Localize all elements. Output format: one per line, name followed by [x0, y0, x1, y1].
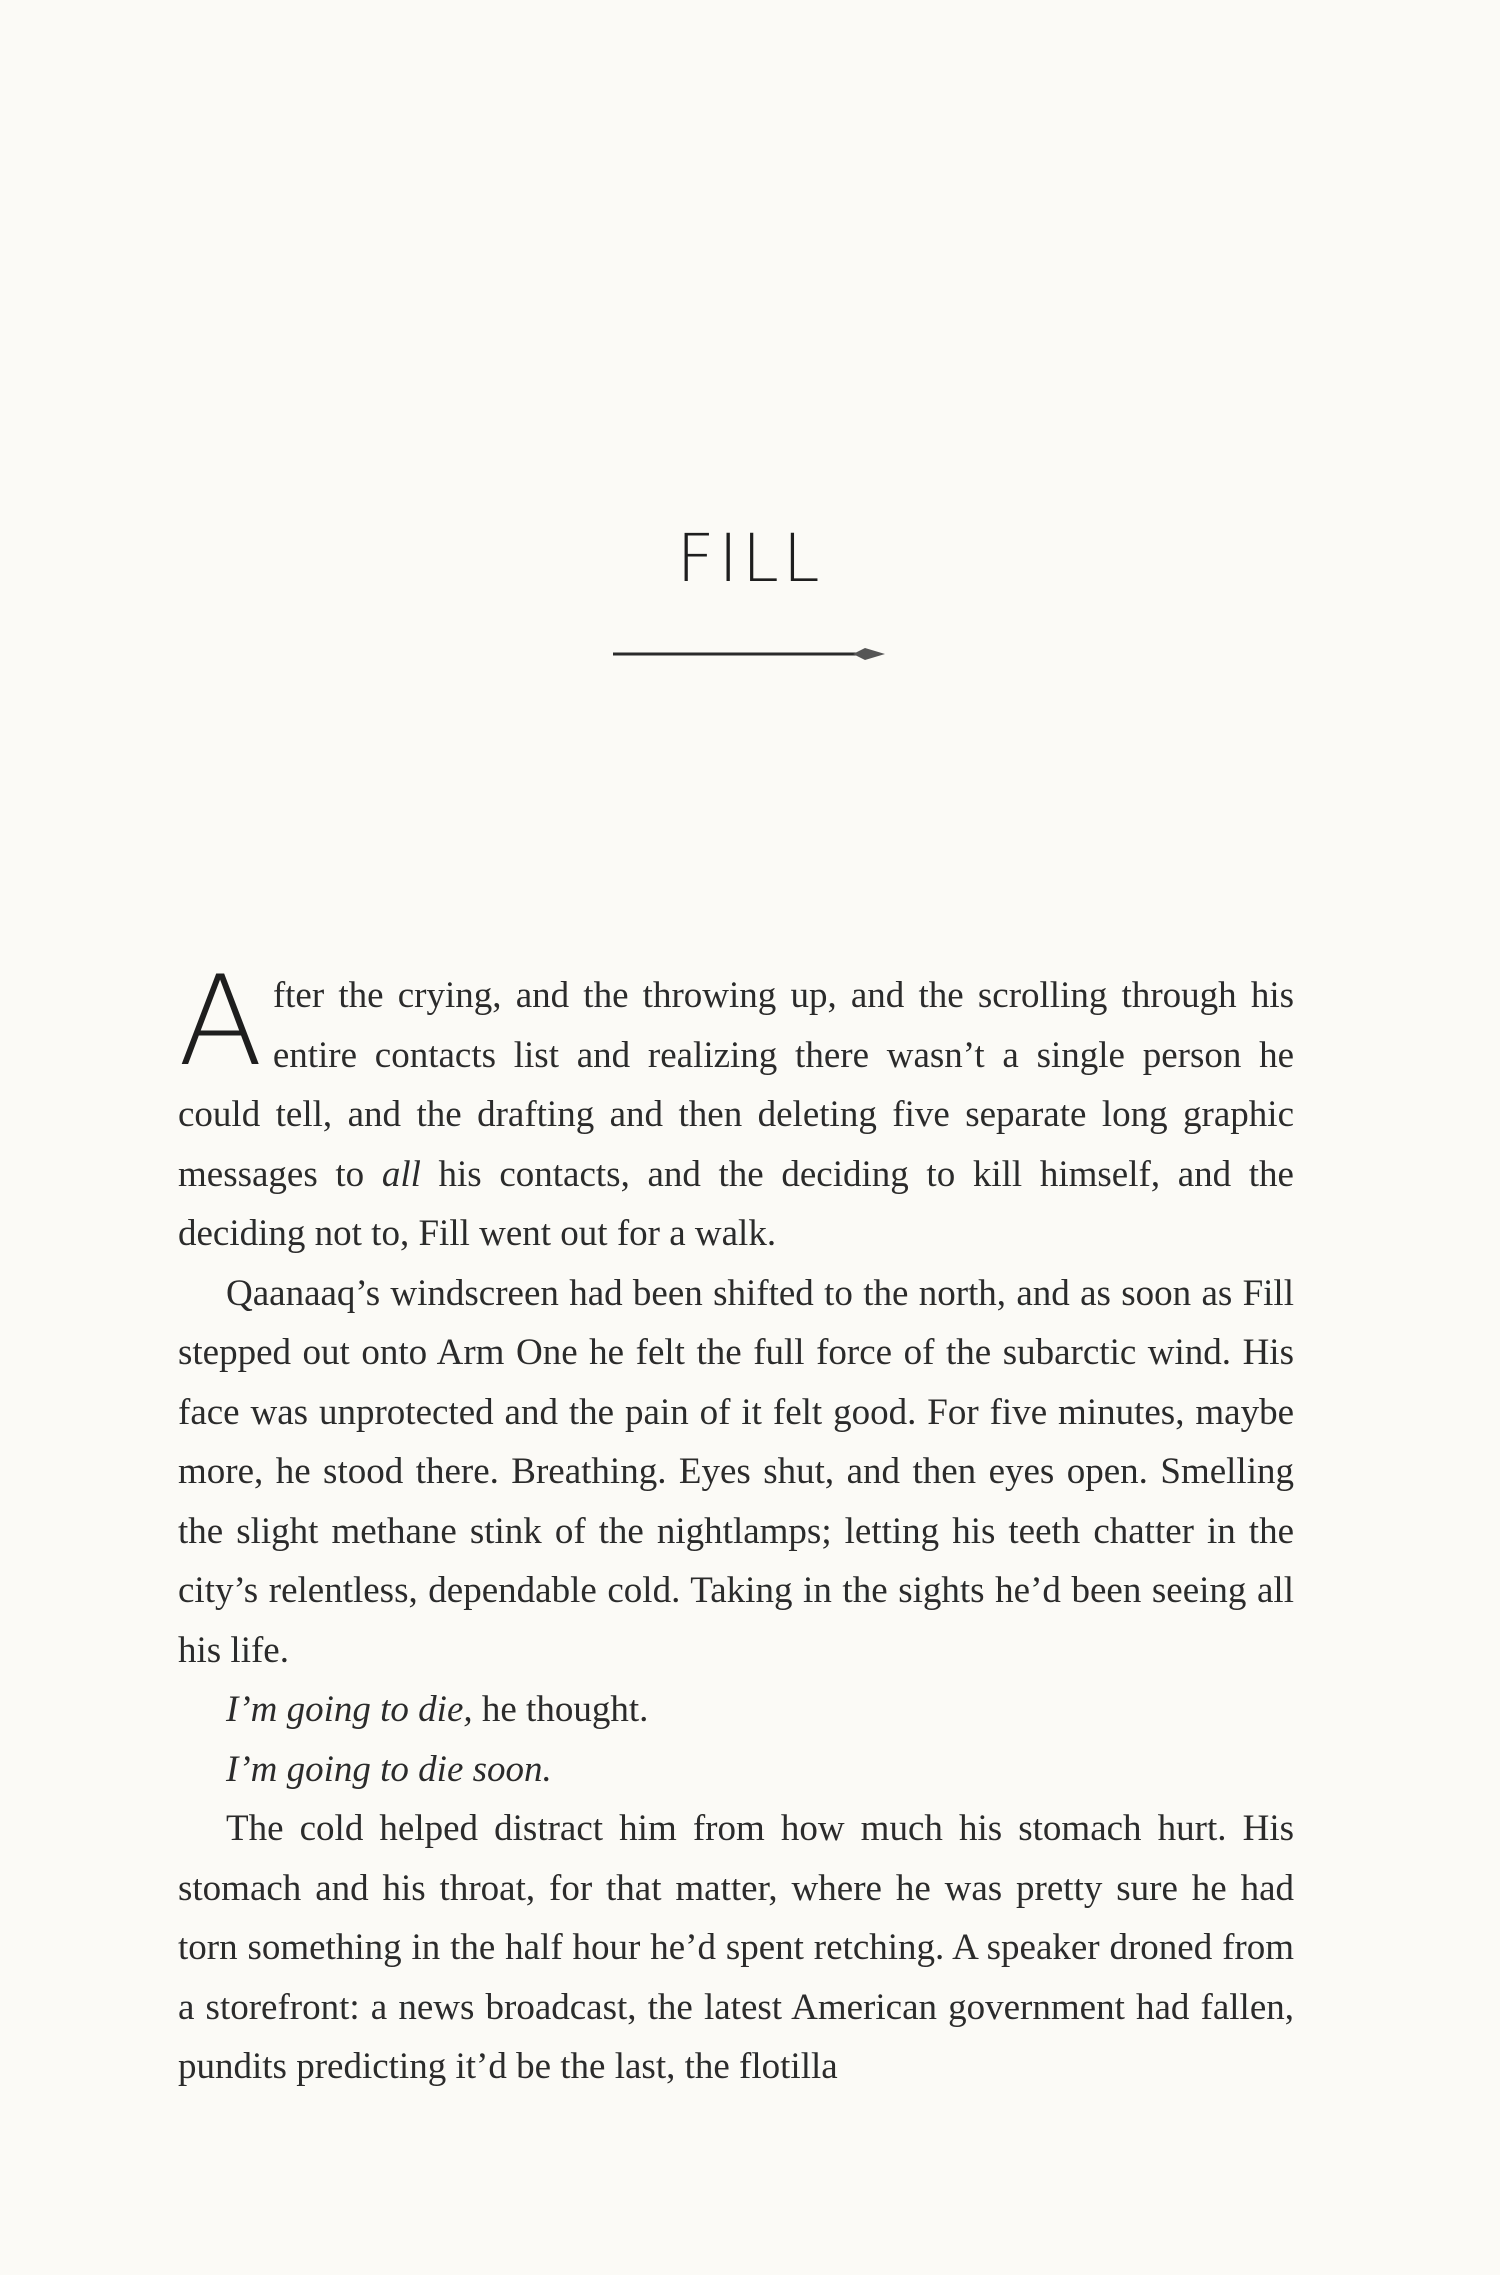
paragraph-1	[178, 950, 1294, 1264]
paragraph-1-text-end: his contacts, and the deciding to kill himself, and the deciding not to, Fill went out for a walk.	[178, 1153, 1294, 1254]
paragraph-3-emphasis: I’m going to die,	[226, 1689, 473, 1730]
paragraph-5: The cold helped distract him from how much his stomach hurt. His stomach and his throat, for that matter, where he was pretty sure he had torn something in the half hour he’d spent retching. A speaker droned from a storefront: a news broadcast, the latest American government had fallen, pundits predicting it’d be the last, the flotilla	[178, 1808, 1294, 2087]
chapter-body	[178, 950, 1294, 2097]
drop-cap: A	[178, 950, 263, 1094]
paragraph-3	[178, 1680, 1294, 1740]
paragraph-1-text: fter the crying, and the throwing up, and the scrolling through his entire contacts list and realizing there wasn’t a single person he could tell, and the drafting and then deleting five separate long graphic messages to	[178, 975, 1294, 1195]
paragraph-4: I’m going to die soon.	[226, 1748, 552, 1790]
paragraph-1-emphasis: all	[381, 1153, 421, 1195]
paragraph-2: Qaanaaq’s windscreen had been shifted to the north, and as soon as Fill stepped out onto Arm One he felt the full force of the subarctic wind. His face was unprotected and the pain of it felt good. For five minutes, maybe more, he stood there. Breathing. Eyes shut, and then eyes open. Smelling the slight methane stink of the nightlamps; letting his teeth chatter in the city’s relentless, dependable cold. Taking in the sights he’d been seeing all his life.	[178, 1272, 1294, 1671]
arrow-ornament	[613, 644, 893, 664]
paragraph-3-text: he thought.	[472, 1689, 649, 1730]
chapter-title: FILL	[676, 520, 824, 597]
